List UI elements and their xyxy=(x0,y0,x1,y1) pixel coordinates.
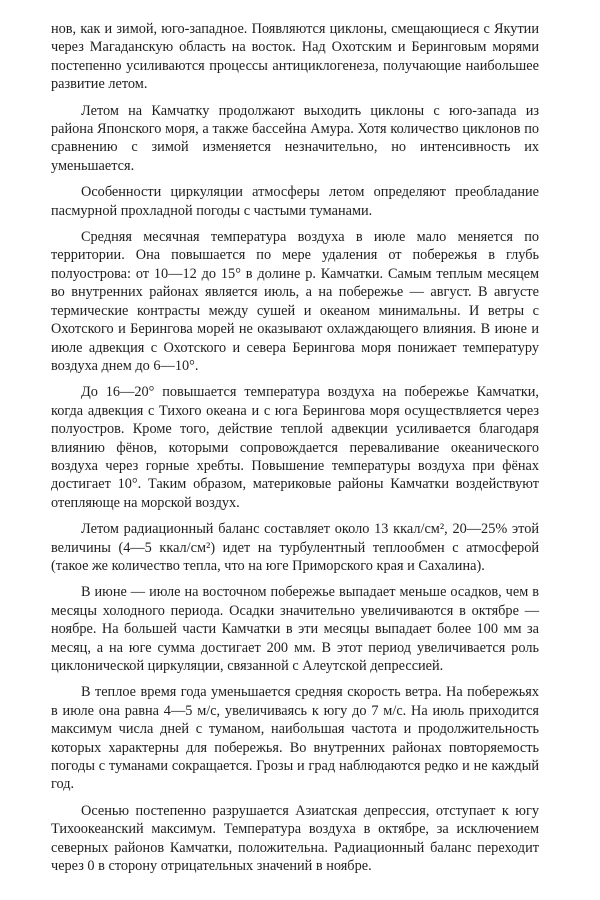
paragraph-circulation: Особенности циркуляции атмосферы летом определяют преобладание пасмурной прохладной погоды с частыми туманами. xyxy=(51,184,539,219)
paragraph-precipitation: В июне — июле на восточном побережье выпадает меньше осадков, чем в месяцы холодного периода. Осадки значительно увеличиваются в октябре — ноябре. На большей части Камчатки в эти месяцы выпадает более 100 мм за месяц, а на юге сумма достигает 200 мм. В этот период увеличивается роль циклонической циркуляции, связанной с Алеутской депрессией. xyxy=(51,584,539,674)
paragraph-foehn: До 16—20° повышается температура воздуха на побережье Камчатки, когда адвекция с Тихого океана и с юга Берингова моря осуществляется через полуостров. Кроме того, действие теплой адвекции усиливается благодаря влиянию фёнов, которыми сопровождается переваливание океанического воздуха через горные хребты. Повышение температуры воздуха при фёнах достигает 10°. Таким образом, материковые районы Камчатки воздействуют отепляюще на морской воздух. xyxy=(51,384,539,511)
paragraph-radiation-balance: Летом радиационный баланс составляет около 13 ккал/см², 20—25% этой величины (4—5 ккал/см²) идет на турбулентный теплообмен с атмосферой (такое же количество тепла, что на юге Приморского края и Сахалина). xyxy=(51,521,539,574)
paragraph-autumn: Осенью постепенно разрушается Азиатская депрессия, отступает к югу Тихоокеанский максимум. Температура воздуха в октябре, за исключением северных районов Камчатки, положительна. Радиационный баланс переходит через 0 в сторону отрицательных значений в ноябре. xyxy=(51,802,539,875)
paragraph-july-temperature: Средняя месячная температура воздуха в июле мало меняется по территории. Она повышается по мере удаления от побережья в глубь полуострова: от 10—12 до 15° в долине р. Камчатки. Самым теплым месяцем во внутренних районах является июль, а на побережье — август. В августе термические контрасты между сушей и океаном минимальны. И ветры с Охотского и Берингова морей не оказывают охлаждающего влияния. В июне и июле адвекция с Охотского и севера Берингова моря понижает температуру воздуха днем до 6—10°. xyxy=(51,229,539,374)
paragraph-summer-cyclones: Летом на Камчатку продолжают выходить циклоны с юго-запада из района Японского моря, а также бассейна Амура. Хотя количество циклонов по сравнению с зимой изменяется незначительно, но интенсивность их уменьшается. xyxy=(51,102,539,174)
page-text xyxy=(51,20,539,875)
paragraph-wind-fog: В теплое время года уменьшается средняя скорость ветра. На побережьях в июле она равна 4—5 м/с, увеличиваясь к югу до 7 м/с. На июль приходится максимум числа дней с туманом, наибольшая частота и продолжительность которых характерны для побережья. Во внутренних районах повторяемость погоды с туманами сокращается. Грозы и град наблюдаются редко и не каждый год. xyxy=(51,684,539,793)
paragraph-continuation: нов, как и зимой, юго-западное. Появляются циклоны, смещающиеся с Якутии через Магаданскую область на восток. Над Охотским и Беринговым морями постепенно усиливаются процессы антициклогенеза, получающие наибольшее развитие летом. xyxy=(51,21,539,93)
